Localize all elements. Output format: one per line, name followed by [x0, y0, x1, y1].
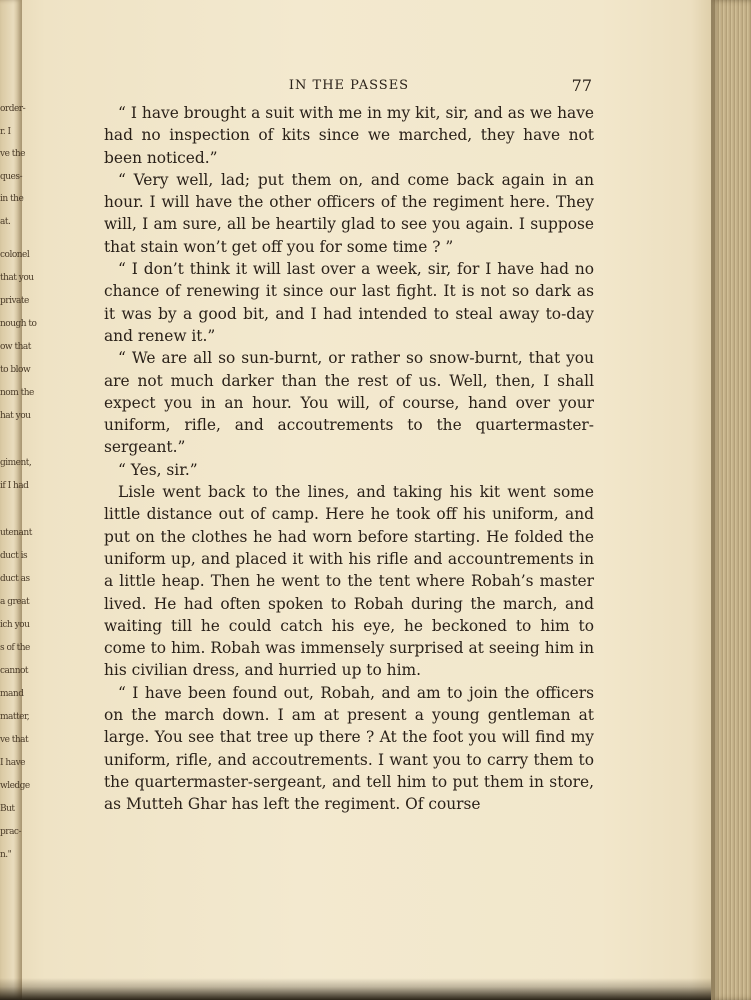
facing-page-fragment: s of the: [0, 643, 30, 653]
facing-page-fragment: a great: [0, 597, 30, 607]
facing-page-fragment: ich you: [0, 620, 30, 630]
facing-page-fragment: order-: [0, 104, 26, 114]
running-head: IN THE PASSES: [288, 78, 410, 93]
facing-page-fragment: that you: [0, 273, 34, 283]
facing-page-fragment: to blow: [0, 365, 31, 375]
facing-page-fragment: mand: [0, 689, 24, 699]
facing-page-fragment: ques-: [0, 172, 23, 182]
book-page-edges: [711, 0, 751, 1000]
paragraph: “ We are all so sun-burnt, or rather so snow-burnt, that you are not much darker than the rest of us. Well, then, I shall expect you in an hour. You will, of course, hand over your uniform, rifle, and accoutrements to the quartermaster-sergeant.”: [104, 349, 594, 457]
page-bottom-shadow: [0, 978, 711, 1000]
facing-page-fragment: ve the: [0, 149, 26, 159]
facing-page-fragment: nough to: [0, 319, 37, 329]
paragraph: Lisle went back to the lines, and taking his kit went some little distance out of camp. Here he took off his uniform, and put on the clothes he had worn before starting. He folded the uniform up, and placed it with his rifle and accountrements in a little heap. Then he went to the tent where Robah’s master lived. He had often spoken to Robah during the march, and waiting till he could catch his eye, he beckoned to him to come to him. Robah was immensely surprised at seeing him in his civilian dress, and hurried up to him.: [104, 483, 594, 680]
facing-page-fragment: wledge: [0, 781, 30, 791]
paragraph: “ Yes, sir.”: [118, 460, 198, 479]
paragraph: “ Very well, lad; put them on, and come back again in an hour. I will have the other officers of the regiment here. They will, I am sure, all be heartily glad to see you again. I suppose that stain won’t get off you for some time ? ”: [104, 170, 594, 256]
facing-page-fragment: duct as: [0, 574, 30, 584]
facing-page-fragment: But: [0, 804, 15, 814]
facing-page-fragment: private: [0, 296, 29, 306]
page-content: [104, 74, 594, 816]
facing-page-fragment: ow that: [0, 342, 31, 352]
page-body: [104, 102, 594, 816]
facing-page-fragment: at.: [0, 217, 11, 227]
page-number: 77: [571, 76, 592, 95]
facing-page-fragment: if I had: [0, 481, 29, 491]
paragraph: “ I don’t think it will last over a week, sir, for I have had no chance of renewing it since our last fight. It is not so dark as it was by a good bit, and I had intended to steal away to-day and renew it.”: [104, 260, 594, 345]
facing-page-edge: [0, 0, 37, 1000]
facing-page-fragment: r. I: [0, 127, 11, 137]
facing-page-fragment: duct is: [0, 551, 28, 561]
facing-page-fragment: in the: [0, 194, 24, 204]
facing-page-fragment: I have: [0, 758, 25, 768]
facing-page-fragment: colonel: [0, 250, 30, 260]
facing-page-fragment: prac-: [0, 827, 22, 837]
facing-page-fragment: utenant: [0, 528, 32, 538]
facing-page-fragment: cannot: [0, 666, 29, 676]
facing-page-fragment: ve that: [0, 735, 29, 745]
paragraph: “ I have been found out, Robah, and am to join the officers on the march down. I am at present a young gentleman at large. You see that tree up there ? At the foot you will find my uniform, rifle, and accoutrements. I want you to carry them to the quartermaster-sergeant, and tell him to put them in store, as Mutteh Ghar has left the regiment. Of course: [104, 683, 594, 814]
paragraph: “ I have brought a suit with me in my kit, sir, and as we have had no inspection of kits since we marched, they have not been noticed.”: [104, 104, 594, 167]
facing-page-fragment: giment,: [0, 458, 32, 468]
page-header: [104, 74, 594, 102]
facing-page-fragment: hat you: [0, 411, 31, 421]
facing-page-fragment: n.": [0, 850, 12, 860]
facing-page-fragment: matter,: [0, 712, 30, 722]
facing-page-fragment: nom the: [0, 388, 34, 398]
